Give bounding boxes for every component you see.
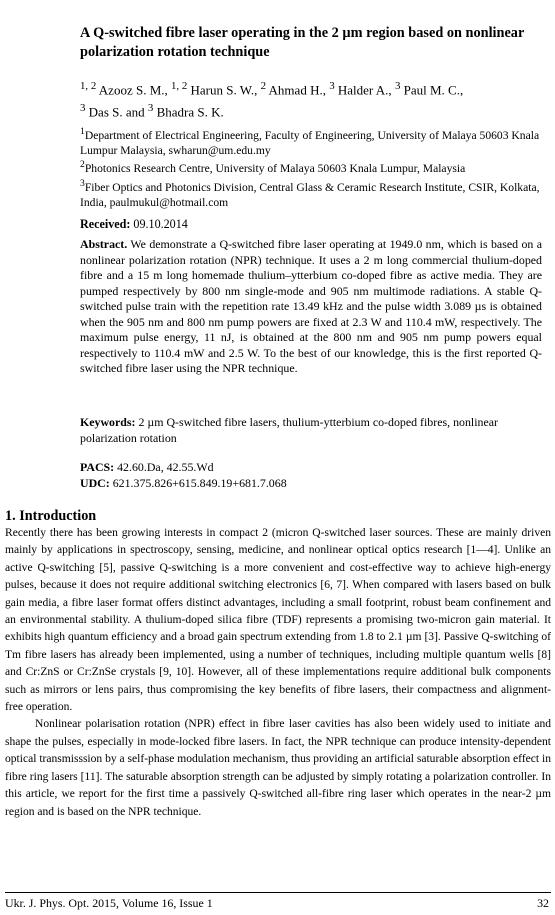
footer-journal: Ukr. J. Phys. Opt. 2015, Volume 16, Issue 1 [5,896,213,910]
author-name: Halder A., [337,82,392,98]
affiliation [80,177,542,210]
paper-title: A Q-switched fibre laser operating in the 2 µm region based on nonlinear polarization rotation technique [80,25,525,60]
affiliation-sup: 2 [80,159,85,171]
abstract-text: We demonstrate a Q-switched fibre laser operating at 1949.0 nm, which is based on a nonlinear polarization rotation (NPR) technique. It uses a 2 m long commercial thulium-doped fibre and a 15 m long homemade thulium–ytterbium co-doped fibre as active media. They are pumped respectively by 800 nm single-mode and 905 nm multimode radiations. A stable Q-switched pulse train with the repetition rate 13.49 kHz and the pulse width 3.089 µs is obtained when the 905 nm and 800 nm pump powers are fixed at 2.3 W and 110.4 mW, respectively. The maximum pulse energy, 11 nJ, is obtained at the 800 nm and 905 nm pump powers equal respectively to 110.4 mW and 2.5 W. To the best of our knowledge, this is the first reported Q-switched fibre laser using the NPR technique. [80,237,542,375]
author-name: Azooz S. M., [98,82,168,98]
affiliation-text: Fiber Optics and Photonics Division, Central Glass & Ceramic Research Institute, CSIR, Kolkata, India, paulmukul@hotmail.com [80,180,540,209]
author-sup: 1, 2 [80,80,97,92]
received-value: 09.10.2014 [130,217,188,231]
author-sup: 1, 2 [171,80,188,92]
author-list [80,77,542,122]
affiliation-list [80,125,542,211]
pacs-label: PACS: [80,460,115,474]
abstract-label: Abstract. [80,237,128,251]
author-name: Paul M. C., [403,82,464,98]
affiliation [80,158,542,177]
body-paragraph: Nonlinear polarisation rotation (NPR) effect in fibre laser cavities has also been widely used to initiate and shape the pulses, especially in mode-locked fibre lasers. In fact, the NPR technique can produce intensity-dependent optical transmisssion by a self-phase modulation mechanism, thus providing an artificial saturable absorption effect in fibre ring lasers [11]. The saturable absorption strength can be adjusted by simply rotating a polarization controller. In this article, we report for the first time a passively Q-switched all-fibre ring laser which operates in the near-2 µm region and is based on the NPR technique. [5,718,551,818]
author-sup: 3 [329,80,335,92]
author-sup: 2 [260,80,266,92]
pacs-line [80,460,542,476]
affiliation-sup: 1 [80,126,85,137]
udc-label: UDC: [80,475,110,490]
affiliation-text: Department of Electrical Engineering, Faculty of Engineering, University of Malaya 50603 Knala Lumpur Malaysia, swharun@um.edu.my [80,128,540,157]
abstract [80,237,542,377]
udc-text: 621.375.826+615.849.19+681.7.068 [109,475,287,490]
footer-rule [5,892,551,893]
body-paragraph: Recently there has been growing interests in compact 2 (micron Q-switched laser sources. These are mainly driven mainly by applications in spectroscopy, sensing, medicine, and nonlinear optical optics research [1—4]. Unlike an active Q-switching [5], passive Q-switching is a more convenient and cost-effective way to achieve high-energy pulses, because it does not require additional switching electronics [6, 7]. When compared with lasers based on bulk gain media, a fibre laser format offers distinct advantages, including a small footprint, robust beam confinement and an environmental stability. A thulium-doped silica fibre (TDF) represents a promising two-micron gain material. It exhibits high quantum efficiency and a broad gain spectrum extending from 1.8 to 2.1 µm [3]. Passive Q-switching of Tm fibre lasers has already been implemented, using a number of techniques, including multiple quantum wells [8] and Cr:ZnS or Cr:ZnSe crystals [9, 10]. However, all of these implementations require additional bulk components such as mirrors or lens pairs, thus compromising the key benefits of fibre lasers, their compactness and alignment-free operation. [5,527,551,714]
author-name: Bhadra S. K. [156,104,224,120]
keywords-text: 2 µm Q-switched fibre lasers, thulium-ytterbium co-doped fibres, nonlinear polarization rotation [80,415,498,445]
keywords-label: Keywords: [80,415,136,429]
page-number: 32 [537,896,549,910]
section-body [5,525,551,821]
udc-line [80,476,542,492]
received-label: Received: [80,217,131,231]
affiliation [80,125,542,158]
author-sup: 3 [80,102,86,115]
author-name: Das S. and [88,104,145,120]
classification-codes [80,460,542,491]
affiliation-sup: 3 [80,178,85,190]
section-heading: 1. Introduction [5,508,97,524]
received-date [80,216,542,232]
author-sup: 3 [394,80,401,92]
pacs-text: 42.60.Da, 42.55.Wd [114,460,214,474]
keywords [80,415,542,446]
author-name: Ahmad H., [268,82,326,98]
author-name: Harun S. W., [190,82,258,98]
affiliation-text: Photonics Research Centre, University of Malaya 50603 Knala Lumpur, Malaysia [84,162,466,176]
author-sup: 3 [147,102,154,115]
